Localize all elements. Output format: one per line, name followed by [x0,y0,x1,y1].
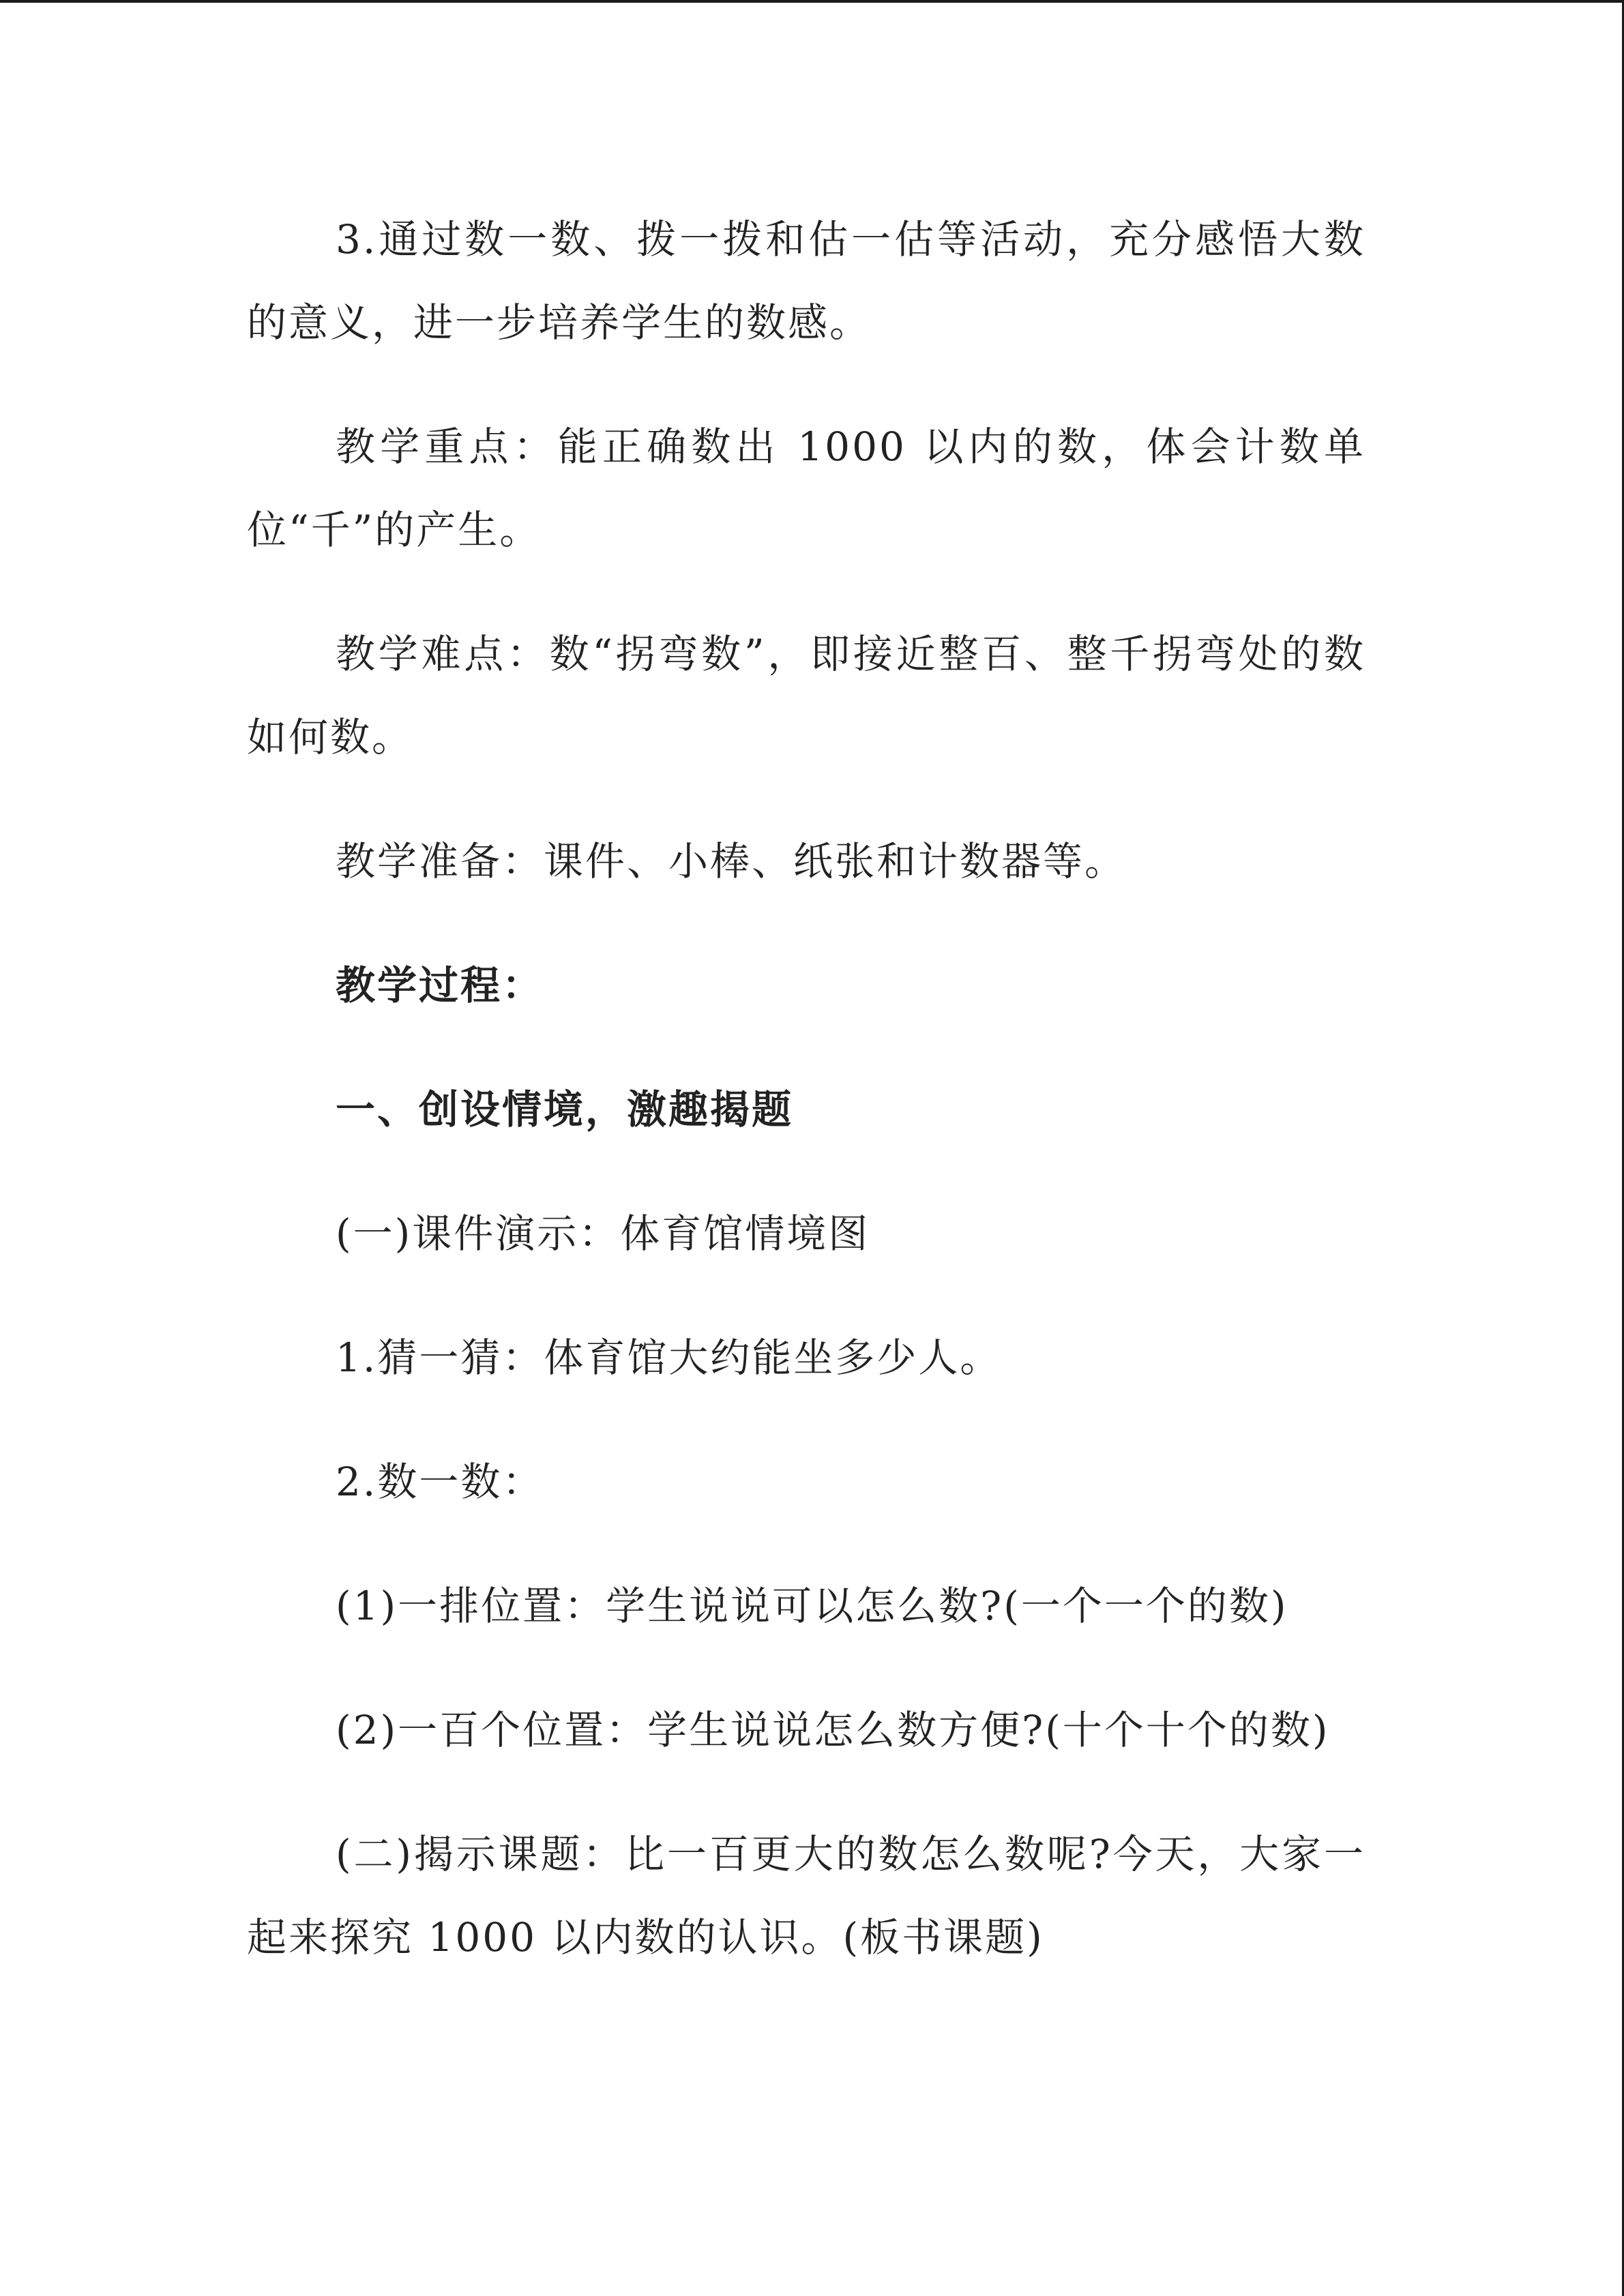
step-count-paragraph: 2.数一数： [336,1459,544,1505]
count-hundred-paragraph: (2)一百个位置：学生说说怎么数方便?(十个十个的数) [336,1707,1330,1753]
section-1-heading: 一、创设情境，激趣揭题 [336,1086,794,1133]
teaching-process-heading: 教学过程： [336,962,544,1009]
teaching-focus-paragraph: 教学重点：能正确数出 1000 以内的数，体会计数单位“千”的产生。 [247,423,1365,553]
step-guess-paragraph: 1.猜一猜：体育馆大约能坐多少人。 [336,1335,1002,1381]
count-one-row-paragraph: (1)一排位置：学生说说可以怎么数?(一个一个的数) [336,1583,1288,1629]
document-page [247,198,1365,2020]
subsection-1-heading: (一)课件演示：体育馆情境图 [336,1210,870,1257]
page-top-border [0,0,1624,3]
objective-3-paragraph: 3.通过数一数、拨一拨和估一估等活动，充分感悟大数的意义，进一步培养学生的数感。 [247,216,1365,346]
teaching-preparation-paragraph: 教学准备：课件、小棒、纸张和计数器等。 [336,838,1127,884]
teaching-difficulty-paragraph: 教学难点：数“拐弯数”，即接近整百、整千拐弯处的数如何数。 [247,631,1365,760]
reveal-topic-paragraph: (二)揭示课题：比一百更大的数怎么数呢?今天，大家一起来探究 1000 以内数的认识。(板书课题) [247,1831,1365,1960]
